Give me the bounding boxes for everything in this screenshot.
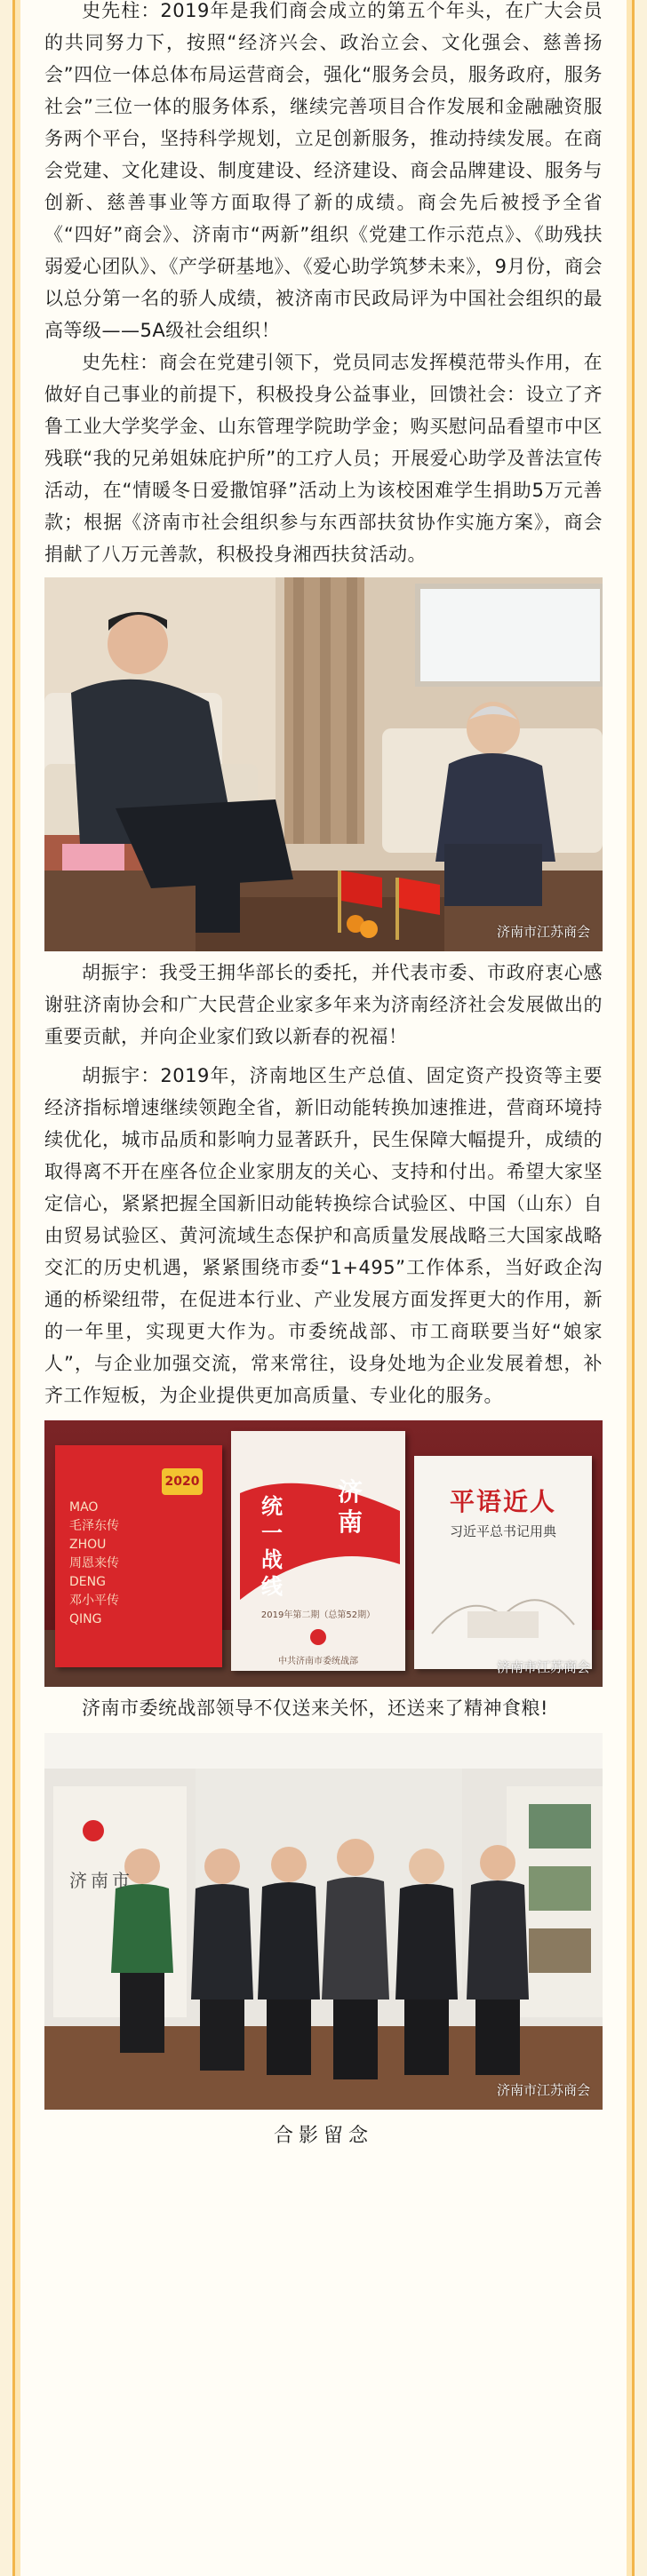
books-photo — [44, 1420, 603, 1687]
paragraph-shi-2: 史先柱：商会在党建引领下，党员同志发挥模范带头作用，在做好自己事业的前提下，积极投身公益事业，回馈社会：设立了齐鲁工业大学奖学金、山东管理学院助学金；购买慰问品看望市中区残联“我的兄弟姐妹庇护所”的工疗人员；开展爱心助学及普法宣传活动，在“情暖冬日爱撒馆驿”活动上为该校困难学生捐助5万元善款；根据《济南市社会组织参与东西部扶贫协作实施方案》，商会捐献了八万元善款，积极投身湘西扶贫活动。 — [44, 352, 603, 565]
book2-title-a: 统一战线 — [261, 1494, 283, 1599]
watermark: 济南市江苏商会 — [496, 1659, 590, 1675]
paragraph-spiritual-food: 济南市委统战部领导不仅送来关怀，还送来了精神食粮! — [82, 1697, 548, 1719]
book1-line: QING — [69, 1612, 102, 1626]
meeting-photo — [44, 577, 603, 951]
photo-caption: 合影留念 — [273, 2125, 373, 2147]
book1-line: 周恩来传 — [69, 1556, 119, 1570]
book-united-front-jinan — [231, 1431, 405, 1671]
book2-footer: 中共济南市委统战部 — [278, 1657, 358, 1666]
year-badge: 2020 — [162, 1468, 203, 1495]
book3-cover-art — [414, 1562, 592, 1651]
wall-sign-text: 济南市 — [69, 1870, 133, 1891]
book-leader-biographies — [55, 1445, 222, 1667]
meeting-photo-drawing — [44, 577, 603, 951]
book2-subtitle: 2019年第二期（总第52期） — [260, 1610, 376, 1620]
group-photo — [44, 1733, 603, 2110]
book3-subtitle: 习近平总书记用典 — [449, 1523, 556, 1539]
book-pingyu-jinren — [414, 1456, 592, 1669]
book2-title-b: 济南 — [338, 1477, 363, 1537]
watermark: 济南市江苏商会 — [496, 2082, 590, 2098]
paragraph-shi-1: 史先柱：2019年是我们商会成立的第五个年头，在广大会员的共同努力下，按照“经济兴会、政治立会、文化强会、慈善扬会”四位一体总体布局运营商会，强化“服务会员，服务政府，服务社会”三位一体的服务体系，继续完善项目合作发展和金融融资服务两个平台，坚持科学规划，立足创新服务，推动持续发展。在商会党建、文化建设、制度建设、经济建设、商会品牌建设、服务与创新、慈善事业等方面取得了新的成绩。商会先后被授予全省《“四好”商会》、济南市“两新”组织《党建工作示范点》、《助残扶弱爱心团队》、《产学研基地》、《爱心助学筑梦未来》，9月份，商会以总分第一名的骄人成绩，被济南市民政局评为中国社会组织的最高等级——5A级社会组织！ — [44, 0, 603, 341]
article-body — [44, 0, 603, 2148]
paragraph-hu-1: 胡振宇：我受王拥华部长的委托，并代表市委、市政府衷心感谢驻济南协会和广大民营企业家多年来为济南经济社会发展做出的重要贡献，并向企业家们致以新春的祝福！ — [44, 962, 603, 1047]
paragraph-hu-2: 胡振宇：2019年，济南地区生产总值、固定资产投资等主要经济指标增速继续领跑全省，新旧动能转换加速推进，营商环境持续优化，城市品质和影响力显著跃升，民生保障大幅提升，成绩的取得离不开在座各位企业家朋友的关心、支持和付出。希望大家坚定信心，紧紧把握全国新旧动能转换综合试验区、中国（山东）自由贸易试验区、黄河流域生态保护和高质量发展战略三大国家战略交汇的历史机遇，紧紧围绕市委“1+495”工作体系，当好政企沟通的桥梁纽带，在促进本行业、产业发展方面发挥更大的作用，新的一年里，实现更大作为。市委统战部、市工商联要当好“娘家人”，与企业加强交流，常来常往，设身处地为企业发展着想，补齐工作短板，为企业提供更加高质量、专业化的服务。 — [44, 1065, 603, 1406]
brush-stroke-art — [231, 1431, 405, 1671]
book3-title: 平语近人 — [449, 1487, 556, 1516]
book1-line: 毛泽东传 — [69, 1519, 119, 1533]
book1-line: DENG — [69, 1575, 106, 1589]
book1-line: MAO — [69, 1500, 99, 1515]
watermark: 济南市江苏商会 — [496, 924, 590, 940]
book1-line: 邓小平传 — [69, 1594, 119, 1608]
book1-line: ZHOU — [69, 1538, 107, 1552]
group-photo-drawing — [44, 1733, 603, 2110]
